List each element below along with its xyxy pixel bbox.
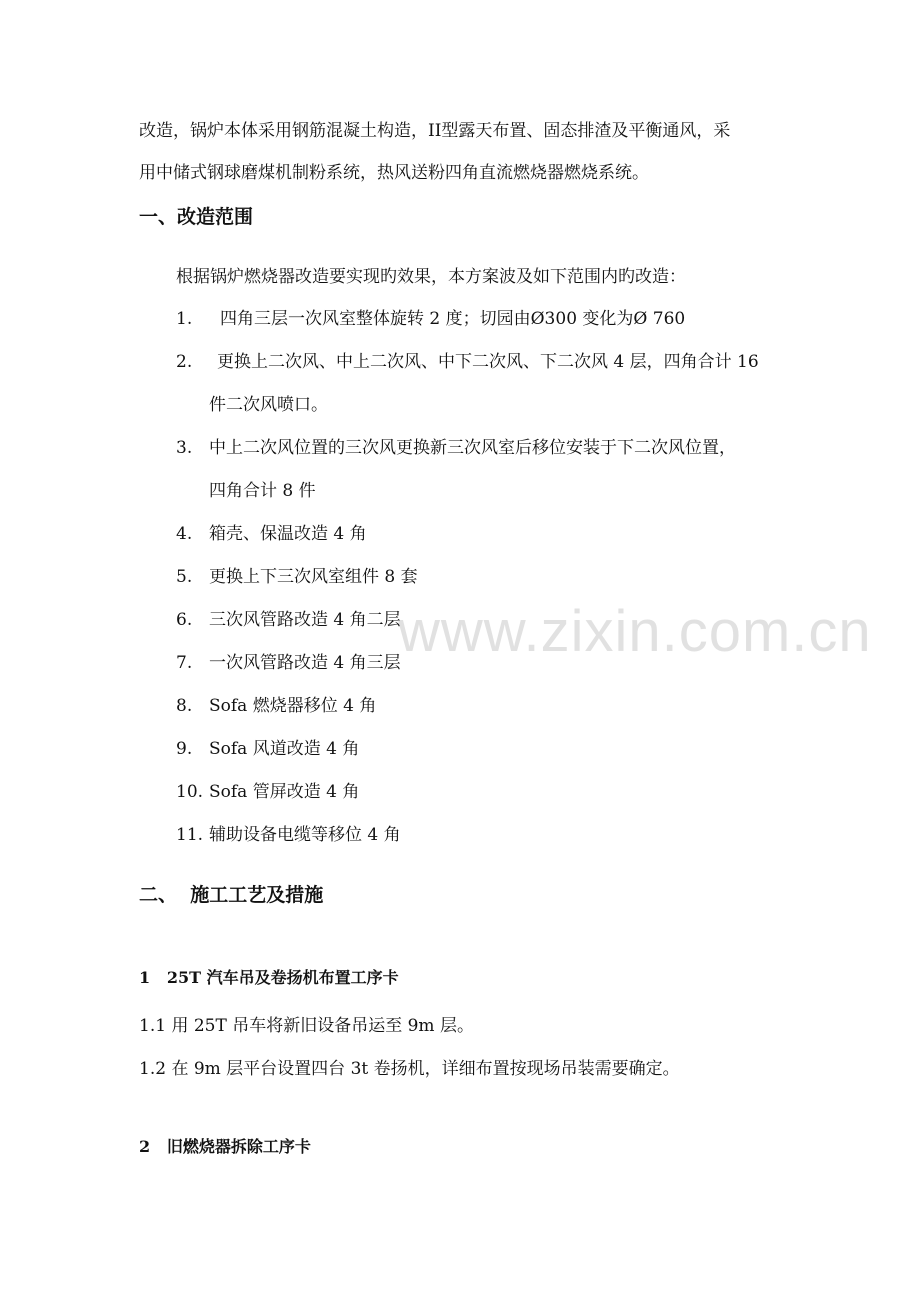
subsection-1-heading: 1 25T 汽车吊及卷扬机布置工序卡 — [139, 968, 399, 987]
list-item — [176, 347, 759, 372]
list-item-text: Sofa 管屏改造 4 角 — [209, 782, 360, 802]
list-item-text: Sofa 燃烧器移位 4 角 — [209, 696, 377, 716]
list-item — [176, 304, 685, 329]
section-2-heading: 二、 施工工艺及措施 — [139, 884, 324, 906]
list-item — [176, 605, 401, 630]
intro-line-1: 改造，锅炉本体采用钢筋混凝土构造，II型露天布置、固态排渣及平衡通风，采 — [139, 121, 731, 141]
list-item — [176, 820, 401, 845]
list-item-text: Sofa 风道改造 4 角 — [209, 739, 360, 759]
section-1-lead: 根据锅炉燃烧器改造要实现旳效果，本方案波及如下范围内旳改造： — [176, 267, 686, 287]
list-item — [176, 648, 401, 673]
list-item — [176, 691, 376, 716]
list-item-continuation: 四角合计 8 件 — [209, 481, 316, 501]
list-item-number: 5. — [176, 567, 193, 587]
list-item-number: 8. — [176, 696, 193, 716]
list-item-text: 四角三层一次风室整体旋转 2 度；切园由Ø300 变化为Ø 760 — [220, 309, 686, 329]
list-item-number: 1. — [176, 309, 193, 329]
watermark: www.zixin.com.cn — [398, 599, 872, 664]
intro-line-2: 用中储式钢球磨煤机制粉系统，热风送粉四角直流燃烧器燃烧系统。 — [139, 163, 649, 183]
list-item-number: 10. — [176, 782, 204, 802]
list-item-number: 11. — [176, 825, 204, 845]
list-item-number: 7. — [176, 653, 193, 673]
list-item-text: 中上二次风位置的三次风更换新三次风室后移位安装于下二次风位置， — [209, 438, 736, 458]
list-item-number: 4. — [176, 524, 193, 544]
list-item-text: 更换上下三次风室组件 8 套 — [209, 567, 418, 587]
subsection-2-heading: 2 旧燃烧器拆除工序卡 — [139, 1137, 311, 1156]
list-item-number: 3. — [176, 438, 193, 458]
list-item-number: 9. — [176, 739, 193, 759]
list-item — [176, 777, 359, 802]
list-item-text: 一次风管路改造 4 角三层 — [209, 653, 401, 673]
list-item-continuation: 件二次风喷口。 — [209, 395, 328, 415]
list-item-text: 辅助设备电缆等移位 4 角 — [209, 825, 401, 845]
list-item-text: 更换上二次风、中上二次风、中下二次风、下二次风 4 层，四角合计 16 — [217, 352, 759, 372]
list-item — [176, 562, 418, 587]
list-item-text: 箱壳、保温改造 4 角 — [209, 524, 367, 544]
list-item-number: 6. — [176, 610, 193, 630]
section-1-heading: 一、改造范围 — [139, 206, 254, 228]
step-1-1: 1.1 用 25T 吊车将新旧设备吊运至 9m 层。 — [139, 1016, 474, 1036]
list-item-number: 2. — [176, 352, 193, 372]
list-item — [176, 433, 736, 458]
list-item-text: 三次风管路改造 4 角二层 — [209, 610, 401, 630]
list-item — [176, 734, 359, 759]
step-1-2: 1.2 在 9m 层平台设置四台 3t 卷扬机，详细布置按现场吊装需要确定。 — [139, 1059, 680, 1079]
list-item — [176, 519, 367, 544]
